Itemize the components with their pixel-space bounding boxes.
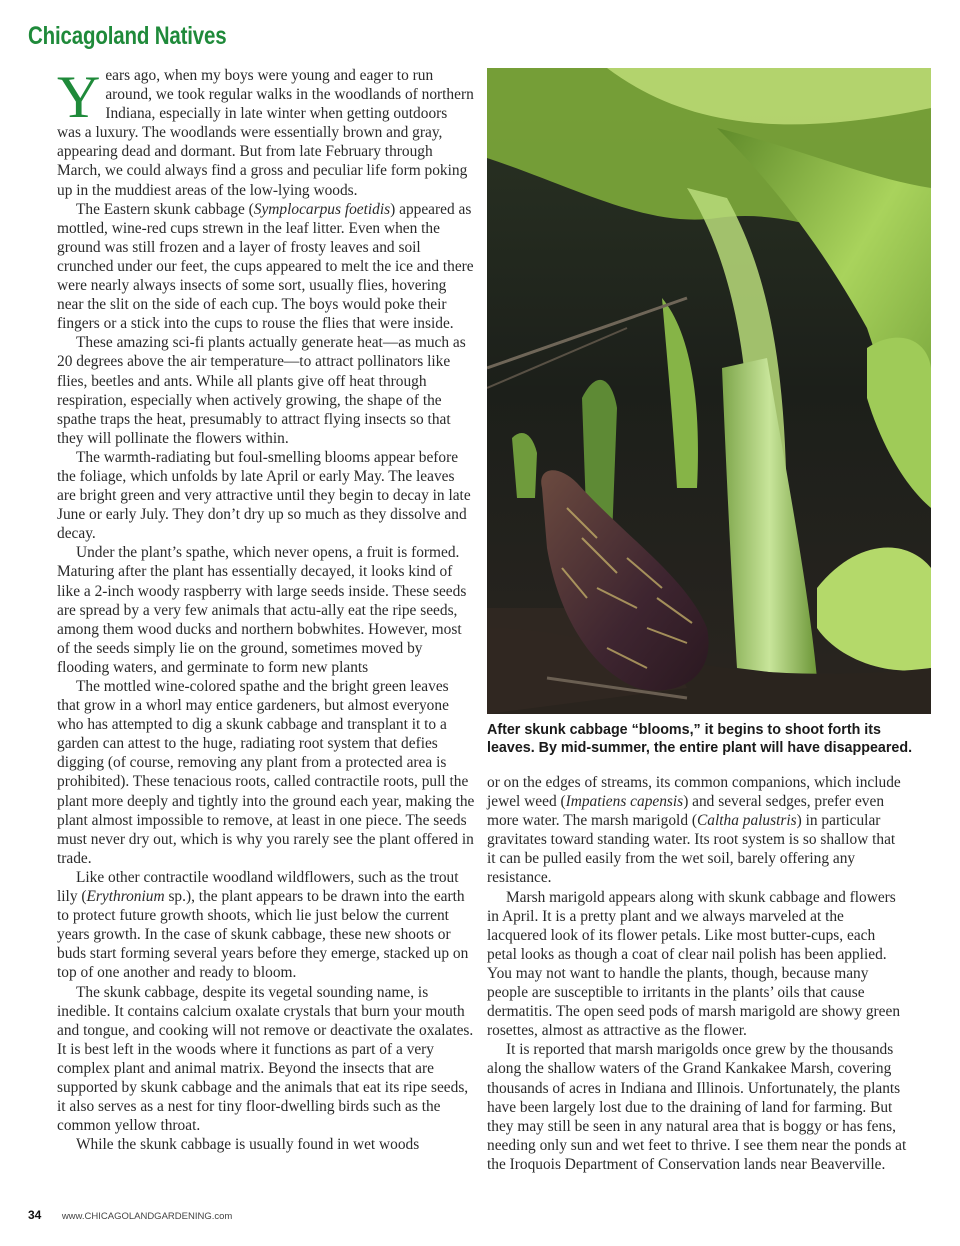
italic-text: Impatiens capensis: [565, 793, 684, 811]
text-run: These amazing sci-fi plants actually generate heat—as much as 20 degrees above the air temperature—to attract pollinators like flies, beetles and ants. While all plants give off heat through respiration, especially when actively growing, the shape of the spathe traps the heat, presumably to attract flying insects so that they will pollinate the flowers within.: [57, 334, 466, 447]
italic-text: Erythronium: [86, 888, 165, 906]
paragraph: [57, 448, 475, 543]
skunk-cabbage-photo: [487, 68, 931, 714]
text-run: It is reported that marsh marigolds once grew by the thousands along the shallow waters of the Grand Kankakee Marsh, covering thousands of acres in Indiana and Illinois. Unfortunately, the plants have been largely lost due to the draining of land for farming. But they may still be seen in any natural area that is boggy or has fens, needing only sun and wet feet to thrive. I see them near the ponds at the Iroquois Department of Conservation lands near Beaverville.: [487, 1041, 907, 1173]
text-run: ears ago, when my boys were young and eager to run around, we took regular walks in the woodlands of northern Indiana, especially in late winter when getting outdoors was a luxury. The woodlands were essentially brown and gray, appearing dead and dormant. But from late February through March, we could always find a gross and peculiar life form poking up in the muddiest areas of the low-lying woods.: [57, 67, 474, 199]
text-run: sp.), the plant appears to be drawn into the earth to protect future growth shoots, which lie just below the current years growth. In the case of skunk cabbage, these new shoots or buds start forming several years before they emerge, stacked up on top of one another and ready to bloom.: [57, 888, 469, 982]
skunk-cabbage-illustration: [487, 68, 931, 714]
paragraph: [57, 1135, 475, 1154]
text-run: While the skunk cabbage is usually found in wet woods: [76, 1136, 420, 1154]
text-run: The Eastern skunk cabbage (: [76, 200, 254, 218]
italic-text: Symplocarpus foetidis: [253, 200, 391, 218]
text-run: The skunk cabbage, despite its vegetal sounding name, is inedible. It contains calcium oxalate crystals that burn your mouth and tongue, and cooking will not remove or deactivate the oxalates. It is best left in the woods where it functions as part of a very complex plant and animal matrix. Beyond the insects that are supported by skunk cabbage and the animals that eat its ripe seeds, it also serves as a nest for tiny floor-dwelling birds such as the common yellow throat.: [57, 983, 474, 1135]
paragraph: [57, 983, 475, 1136]
photo-caption: After skunk cabbage “blooms,” it begins to shoot forth its leaves. By mid-summer, the entire plant will have disappeared.: [487, 722, 913, 756]
page-footer: [28, 1206, 232, 1224]
text-run: Under the plant’s spathe, which never opens, a fruit is formed. Maturing after the plant has essentially decayed, it looks kind of like a 2-inch woody raspberry with large seeds inside. These seeds are spread by a very few animals that actu-ally eat the ripe seeds, among them wood ducks and northern bobwhites. However, most of the seeds simply lie on the ground, sometimes moved by flooding waters, and germinate to form new plants: [57, 544, 467, 676]
left-paragraphs: [57, 66, 475, 1154]
drop-cap: Y: [57, 64, 101, 130]
text-run: Marsh marigold appears along with skunk cabbage and flowers in April. It is a pretty plant and we always marveled at the lacquered look of its flower petals. Like most butter-cups, each petal looks as though a coat of clear nail polish has been applied. You may not want to handle the plants, though, because many people are susceptible to irritants in the plants’ oils that cause dermatitis. The open seed pods of marsh marigold are showy green rosettes, almost as attractive as the flower.: [487, 888, 901, 1040]
paragraph: [57, 200, 475, 334]
text-run: ) appeared as mottled, wine-red cups strewn in the leaf litter. Even when the ground was still frozen and a layer of frosty leaves and soil crunched under our feet, the cups appeared to melt the ice and there were nearly always insects of some sort, usually flies, hovering near the slit on the side of each cup. The boys would poke their fingers or a stick into the cups to rouse the flies that were inside.: [57, 200, 474, 333]
text-run: The mottled wine-colored spathe and the bright green leaves that grow in a whorl may entice gardeners, but almost everyone who has attempted to dig a skunk cabbage and transplant it to a garden can attest to the huge, radiating root system that defies digging (of course, removing any plant from a protected area is prohibited). These tenacious roots, called contractile roots, pull the plant more deeply and tightly into the ground each year, making the plant almost impossible to remove, at least in one piece. The seeds must never dry out, which is why you rarely see the plant offered in trade.: [57, 678, 475, 867]
text-run: or on the edges of streams, its common companions, which include jewel weed (: [487, 774, 901, 811]
italic-text: Caltha palustris: [697, 812, 797, 830]
paragraph: [57, 543, 475, 677]
section-title: Chicagoland Natives: [28, 22, 227, 50]
text-run: ) in particular gravitates toward standing water. Its root system is so shallow that it can be pulled easily from the wet soil, barely offering any resistance.: [487, 812, 896, 887]
text-run: Like other contractile woodland wildflowers, such as the trout lily (: [57, 868, 459, 906]
article-left-column: [57, 66, 475, 1154]
paragraph: [487, 1040, 907, 1174]
paragraph: [487, 888, 907, 1041]
paragraph: [57, 333, 475, 448]
page-number: 34: [28, 1208, 42, 1222]
footer-url: www.CHICAGOLANDGARDENING.com: [61, 1211, 233, 1222]
paragraph: [57, 66, 475, 200]
text-run: ) and several sedges, prefer even more water. The marsh marigold (: [487, 793, 885, 830]
right-paragraphs: [487, 773, 907, 1174]
article-right-column: [487, 773, 907, 1174]
paragraph: [487, 773, 907, 888]
paragraph: [57, 677, 475, 868]
text-run: The warmth-radiating but foul-smelling blooms appear before the foliage, which unfolds by late April or early May. The leaves are bright green and very attractive until they begin to decay in late June or early July. They don’t dry up so much as they dissolve and decay.: [57, 448, 471, 543]
paragraph: [57, 868, 475, 983]
